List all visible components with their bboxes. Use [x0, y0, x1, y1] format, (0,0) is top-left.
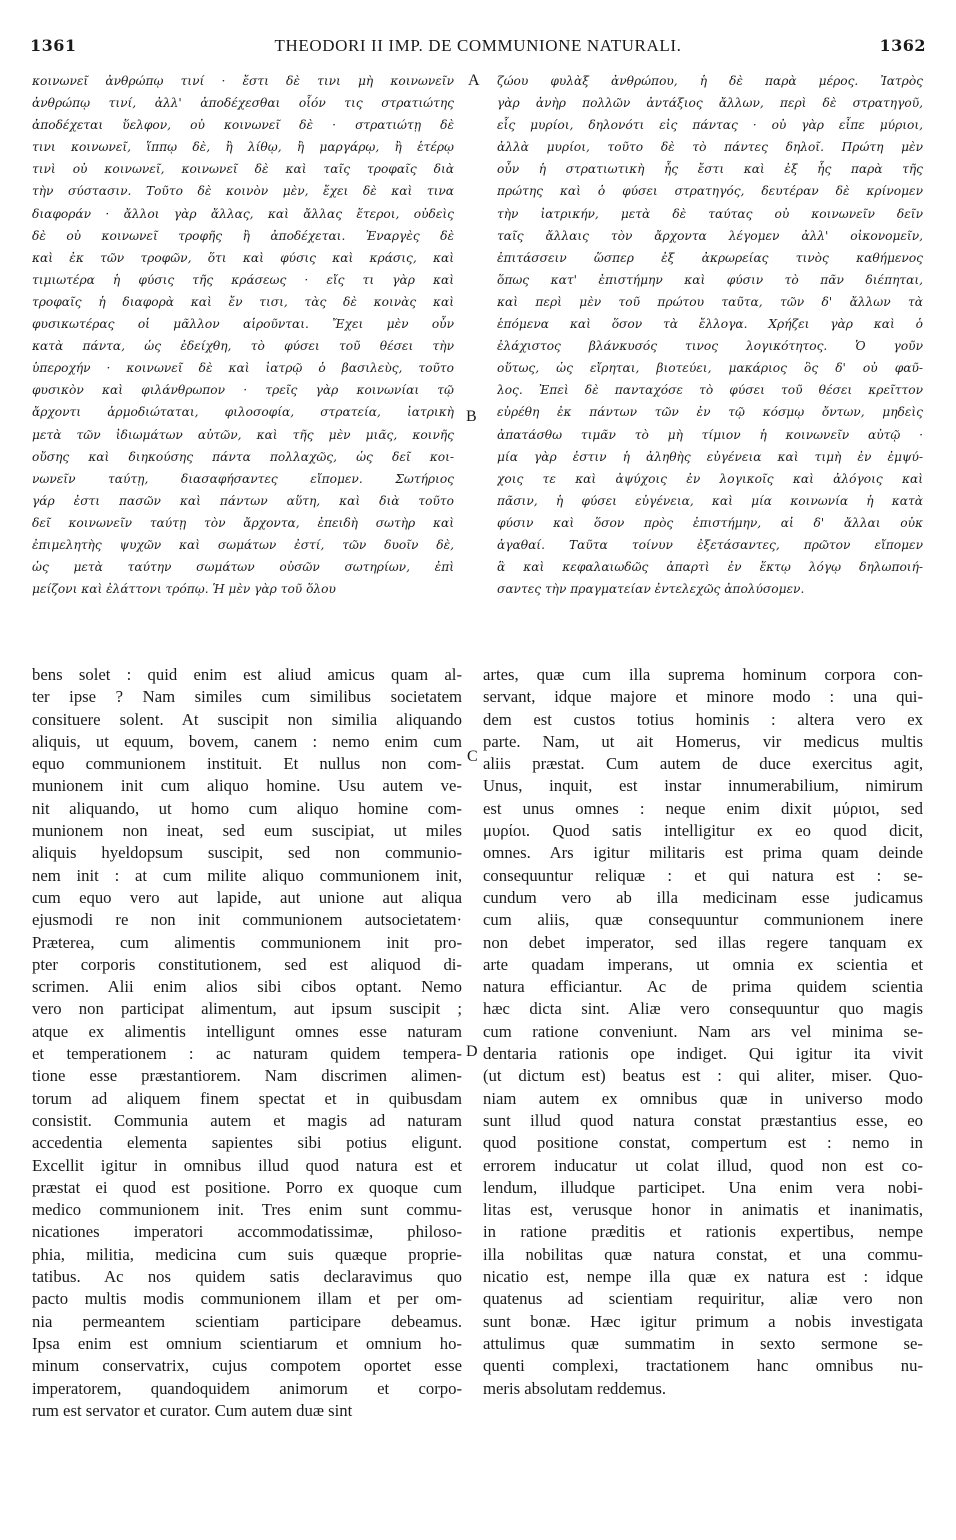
- greek-text-right-column: [497, 70, 923, 600]
- text-line: dentaria rationis ope indiget. Qui igitur ita vivit: [483, 1044, 923, 1064]
- text-line: cum aliis, quæ consequuntur communionem inere: [483, 910, 923, 930]
- text-line: τιμιωτέρα ἡ φύσις τῆς κράσεως · εἴς τι γὰρ καὶ: [32, 272, 454, 287]
- text-line: sunt bonæ. Hæc igitur primum a nobis investigata: [483, 1311, 923, 1331]
- text-line: ὑπεροχήν · κοινωνεῖ δὲ καὶ ἰατρῷ ὁ βασιλεὺς, τοῦτο: [32, 361, 454, 376]
- text-line: nem init : at cum milite aliquo communionem init,: [32, 865, 462, 885]
- text-line: pacto multis modis communionem illam et per om-: [32, 1289, 462, 1309]
- text-line: ἑπόμενα καὶ ὅσον τὰ ἔλλογα. Χρήζει γὰρ καὶ ὁ: [497, 317, 923, 332]
- right-page-number: 1362: [879, 36, 926, 55]
- running-title: THEODORI II IMP. DE COMMUNIONE NATURALI.: [274, 36, 682, 55]
- latin-text-right-column: [483, 664, 923, 1400]
- text-line: minum conservatrix, cujus compotem oportet esse: [32, 1356, 462, 1376]
- text-line: arte quadam imperans, ut omnia ex scientia et: [483, 954, 923, 974]
- text-line: consituere solent. At suscipit non similia aliquando: [32, 709, 462, 729]
- text-line: tatibus. Ac nos quidem satis declaravimus quo: [32, 1267, 462, 1287]
- text-line: medico communionem init. Tres enim sunt commu-: [32, 1200, 462, 1220]
- text-line: nit aliquando, ut homo cum aliquo homine com-: [32, 798, 462, 818]
- text-line: πρώτης καὶ ὁ φύσει στρατηγός, δευτέραν δὲ κρίνομεν: [497, 184, 923, 199]
- text-line: munionem non ineat, sed eum suscipiat, ut miles: [32, 821, 462, 841]
- text-line: bens solet : quid enim est aliud amicus quam al-: [32, 665, 462, 684]
- text-line: ἐλάχιστος βλάνκυσός τινος λογικότητος. Ὁ γοῦν: [497, 339, 923, 354]
- text-line: μία γὰρ ἐστιν ἡ ἀληθὴς εὐγένεια καὶ τιμὴ ἐν ἐμψύ-: [497, 449, 923, 464]
- text-line: ὡς μετὰ ταύτην σωμάτων οὐσῶν σωτηρίων, ἐπὶ: [32, 560, 454, 575]
- text-line: Ipsa enim est omnium scientiarum et omnium ho-: [32, 1333, 462, 1353]
- text-line: atque ex alimentis intelligunt omnes esse naturam: [32, 1021, 462, 1041]
- text-line: et temperationem : ac naturam quidem tempera-: [32, 1044, 462, 1064]
- text-line: nicationes imperatori accommodatissimæ, philoso-: [32, 1222, 462, 1242]
- text-line: cum equo vero aut lapide, aut unione aut aliqua: [32, 887, 462, 907]
- text-line: scrimen. Alii enim alios sibi cibos optant. Nemo: [32, 977, 462, 997]
- text-line: non debet imperator, sed illas regere tanquam ex: [483, 932, 923, 952]
- text-line: hæc dicta sint. Aliæ vero consequuntur quo magis: [483, 999, 923, 1019]
- text-line: niam autem ex omnibus quæ in universo modo: [483, 1088, 923, 1108]
- text-line: ἀνθρώπῳ τινί, ἀλλ' ἀποδέχεσθαι οἷόν τις στρατιώτης: [32, 96, 454, 111]
- text-line: ἐπιμελητὴς ψυχῶν καὶ σωμάτων ἐστί, τῶν δυοῖν δὲ,: [32, 537, 454, 552]
- text-line: φυσικὸν καὶ φιλάνθρωπον · τρεῖς γὰρ κοινωνίαι τῷ: [32, 383, 454, 398]
- text-line: ταῖς ἄλλαις τὸν ἄρχοντα λέγομεν ἀλλ' οἰκονομεῖν,: [497, 228, 923, 243]
- text-line: lendum, illudque participet. Una enim vera nobi-: [483, 1177, 923, 1197]
- text-line: μετὰ τῶν ἰδιωμάτων αὐτῶν, καὶ τῆς μὲν μιᾶς, κοινῆς: [32, 427, 454, 442]
- text-line: ἃ καὶ κεφαλαιωδῶς ἀπαρτὶ ἐν ἕκτῳ λόγῳ δηλωποιή-: [497, 560, 923, 575]
- text-line: tione esse præstantiorem. Nam discrimen alimen-: [32, 1066, 462, 1086]
- text-line: γάρ ἐστι πασῶν καὶ πάντων αὕτη, καὶ διὰ τοῦτο: [32, 493, 454, 508]
- text-line: illa nobilitas quæ natura constat, et una commu-: [483, 1244, 923, 1264]
- text-line: τὴν σύστασιν. Τοῦτο δὲ κοινὸν μὲν, ἔχει δὲ καὶ τινα: [32, 184, 454, 199]
- text-line: equo communionem instituit. Et nullus non com-: [32, 754, 462, 774]
- text-line: ter ipse ? Nam similes cum similibus societatem: [32, 687, 462, 707]
- text-line: consequuntur reliquæ : et qui natura est : se-: [483, 865, 923, 885]
- text-line: γὰρ ἀνὴρ πολλῶν ἀντάξιος ἄλλων, περὶ δὲ στρατηγοῦ,: [497, 96, 923, 111]
- text-line: aliquis hyeldopsum suscipit, sed non communio-: [32, 843, 462, 863]
- text-line: καὶ ἐκ τῶν τροφῶν, ὅτι καὶ φύσις καὶ κράσις, καὶ: [32, 250, 454, 265]
- text-line: ἐπιτάσσειν ὥσπερ ἐξ ἀκρωρείας τινὸς καθήμενος: [497, 250, 923, 265]
- text-line: in ratione præditis et rationis expertibus, nempe: [483, 1222, 923, 1242]
- text-line: præstat ei quod est positione. Porro ex quoque cum: [32, 1177, 462, 1197]
- text-line: πᾶσιν, ἡ φύσει εὐγένεια, καὶ μία κοινωνία ἡ κατὰ: [497, 493, 923, 508]
- text-line: οὔσης καὶ διηκούσης πάντα πολλαχῶς, ὡς δεῖ κοι-: [32, 449, 454, 464]
- text-line: τινι κοινωνεῖ, ἵππῳ δὲ, ἢ λίθῳ, ἢ μαργάρῳ, ἢ ἑτέρῳ: [32, 140, 454, 155]
- text-line: λος. Ἐπεὶ δὲ πανταχόσε τὸ φύσει τοῦ θέσει κρεῖττον: [497, 383, 923, 398]
- text-line: ἀποδέχεται ὕελφον, οὐ κοινωνεῖ δὲ · στρατιώτῃ δὲ: [32, 118, 454, 133]
- text-line: καὶ περὶ μὲν τοῦ πρώτου ταῦτα, τῶν δ' ἄλλων τὰ: [497, 294, 923, 309]
- text-line: meris absolutam reddemus.: [483, 1378, 667, 1398]
- text-line: διαφοράν · ἄλλοι γὰρ ἄλλας, καὶ ἄλλας ἕτεροι, οὐδεὶς: [32, 206, 454, 221]
- text-line: νωνεῖν ταύτῃ, διασαφήσαντες εἴπομεν. Σωτήριος: [32, 471, 454, 486]
- text-line: κοινωνεῖ ἀνθρώπῳ τινί · ἔστι δὲ τινι μὴ κοινωνεῖν: [32, 74, 454, 88]
- text-line: χοις τε καὶ ἀψύχοις ἐν λογικοῖς καὶ ἀλόγοις καὶ: [497, 471, 923, 486]
- text-line: servant, idque majore et minore modo : una qui-: [483, 687, 923, 707]
- text-line: ejusmodi re non init communionem autsocietatem·: [32, 910, 462, 930]
- text-line: ζώου φυλὰξ ἀνθρώπου, ἡ δὲ παρὰ μέρος. Ἰατρὸς: [497, 74, 923, 88]
- text-line: κατὰ πάντα, ὡς ἐδείχθη, τὸ φύσει τοῦ θέσει τὴν: [32, 339, 454, 354]
- text-line: rum est servator et curator. Cum autem duæ sint: [32, 1400, 353, 1420]
- text-line: natura efficiantur. Ac de prima quidem scientia: [483, 977, 923, 997]
- text-line: φύσιν καὶ ὅσον πρὸς ἐπιστήμην, αἱ δ' ἄλλαι οὐκ: [497, 515, 923, 530]
- text-line: torum ad aliquem finem spectat et in quibusdam: [32, 1088, 462, 1108]
- text-line: οὕτως, ὡς εἴρηται, βιοτεύει, μακάριος ὃς δ' οὐ φαῦ-: [497, 361, 923, 376]
- text-line: δεῖ κοινωνεῖν ταύτῃ τὸν ἄρχοντα, ἐπειδὴ σωτὴρ καὶ: [32, 515, 454, 530]
- text-line: errorem inducatur ut colat illud, quod non est co-: [483, 1155, 923, 1175]
- margin-marker-c: C: [467, 748, 478, 765]
- text-line: quatenus ad scientiam requiritur, aliæ vero non: [483, 1289, 923, 1309]
- text-line: vero non participat alimentum, aut ipsum suscipit ;: [32, 999, 462, 1019]
- text-line: imperatorem, quandoquidem animorum et corpo-: [32, 1378, 462, 1398]
- latin-text-left-column: [32, 664, 462, 1422]
- text-line: cundum vero ab illa medicinam esse judicamus: [483, 887, 923, 907]
- text-line: σαντες τὴν πραγματείαν ἐντελεχῶς ἀπολύσομεν.: [497, 582, 805, 597]
- text-line: nia permeantem scientiam participare debeamus.: [32, 1311, 462, 1331]
- text-line: Præterea, cum alimentis communionem init pro-: [32, 932, 462, 952]
- text-line: εἷς μυρίοι, δηλονότι εἰς πάντας · οὐ γὰρ εἶπε μύριοι,: [497, 118, 923, 133]
- text-line: litas est, verusque honor in animatis et inanimatis,: [483, 1200, 923, 1220]
- text-line: οὖν ἡ στρατιωτικὴ ἧς ἔστι καὶ ἐξ ἧς παρὰ τῆς: [497, 162, 923, 177]
- text-line: ἀπατάσθω τιμᾶν τὸ μὴ τίμιον ἡ κοινωνεῖν αὐτῷ ·: [497, 427, 923, 442]
- text-line: pter corporis constitutionem, sed est aliquod di-: [32, 954, 462, 974]
- text-line: artes, quæ cum illa suprema hominum corpora con-: [483, 665, 923, 684]
- text-line: attulimus quæ summatim in sexto sermone se-: [483, 1333, 923, 1353]
- text-line: accedentia elementa sapientes sibi potius eligunt.: [32, 1133, 462, 1153]
- text-line: cum ratione conveniunt. Nam ars vel minima se-: [483, 1021, 923, 1041]
- text-line: quenti complexi, tractationem hanc omnibus nu-: [483, 1356, 923, 1376]
- text-line: εὑρέθη ἐκ πάντων τῶν ἐν τῷ κόσμῳ ὄντων, μηδεὶς: [497, 405, 923, 420]
- text-line: phia, militia, medicina cum suis quæque proprie-: [32, 1244, 462, 1264]
- text-line: ἄρχοντι ἁρμοδιώταται, φιλοσοφία, στρατεία, ἰατρικὴ: [32, 405, 454, 420]
- text-line: ἀλλὰ μυρίοι, τοῦτο δὲ τὸ πάντες δηλοῖ. Πρώτη μὲν: [497, 140, 923, 155]
- text-line: est unus omnes : neque enim dixit μύριοι, sed: [483, 798, 923, 818]
- text-line: ὅπως κατ' ἐπιστήμην καὶ φύσιν τὸ πᾶν διέπηται,: [497, 272, 923, 287]
- text-line: nicatio est, nempe illa quæ ex natura est : idque: [483, 1267, 923, 1287]
- margin-marker-b: B: [466, 408, 477, 425]
- text-line: aliis præstat. Cum autem de duce exercitus agit,: [483, 754, 923, 774]
- text-line: φυσικωτέρας οἱ μᾶλλον αἱροῦνται. Ἔχει μὲν οὖν: [32, 317, 454, 332]
- page-header: [0, 0, 956, 56]
- text-line: μείζονι καὶ ἐλάττονι τρόπῳ. Ἡ μὲν γὰρ τοῦ ὅλου: [32, 582, 336, 597]
- text-line: δὲ οὐ κοινωνεῖ τροφῆς ἢ ἀποδέχεται. Ἐναργὲς δὲ: [32, 228, 454, 243]
- text-line: omnes. Ars igitur militaris est prima quam deinde: [483, 843, 923, 863]
- text-line: dem est custos totius hominis : altera vero ex: [483, 709, 923, 729]
- text-line: parte. Nam, ut ait Homerus, vir medicus multis: [483, 731, 923, 751]
- margin-marker-a: A: [468, 72, 480, 89]
- text-line: τὴν ἰατρικήν, μετὰ δὲ ταύτας οὐ κοινωνεῖν δεῖν: [497, 206, 923, 221]
- text-line: aliquis, ut equum, bovem, canem : nemo enim cum: [32, 731, 462, 751]
- text-line: ἀγαθαί. Ταῦτα τοίνυν ἐξετάσαντες, πρῶτον εἴπομεν: [497, 537, 923, 552]
- text-line: Unus, inquit, est instar innumerabilium, nimirum: [483, 776, 923, 796]
- text-line: τροφαῖς ἡ διαφορὰ καὶ ἔν τισι, τὰς δὲ κοινὰς καὶ: [32, 294, 454, 309]
- text-line: munionem init cum aliquo homine. Usu autem ve-: [32, 776, 462, 796]
- margin-marker-d: D: [466, 1043, 478, 1060]
- text-line: τινὶ οὐ κοινωνεῖ, κοινωνεῖ δὲ καὶ ταῖς τροφαῖς διὰ: [32, 162, 454, 177]
- text-line: consistit. Communia autem et magis ad naturam: [32, 1110, 462, 1130]
- left-page-number: 1361: [30, 36, 77, 55]
- text-line: μυρίοι. Quod satis intelligitur ex eo quod dicit,: [483, 821, 923, 841]
- greek-text-left-column: [32, 70, 454, 600]
- text-line: Excellit igitur in omnibus illud quod natura est et: [32, 1155, 462, 1175]
- text-line: (ut dictum est) beatus est : qui aliter, miser. Quo-: [483, 1066, 923, 1086]
- text-line: sunt illud quod natura constat præstantius esse, eo: [483, 1110, 923, 1130]
- text-line: quod positione constat, compertum est : nemo in: [483, 1133, 923, 1153]
